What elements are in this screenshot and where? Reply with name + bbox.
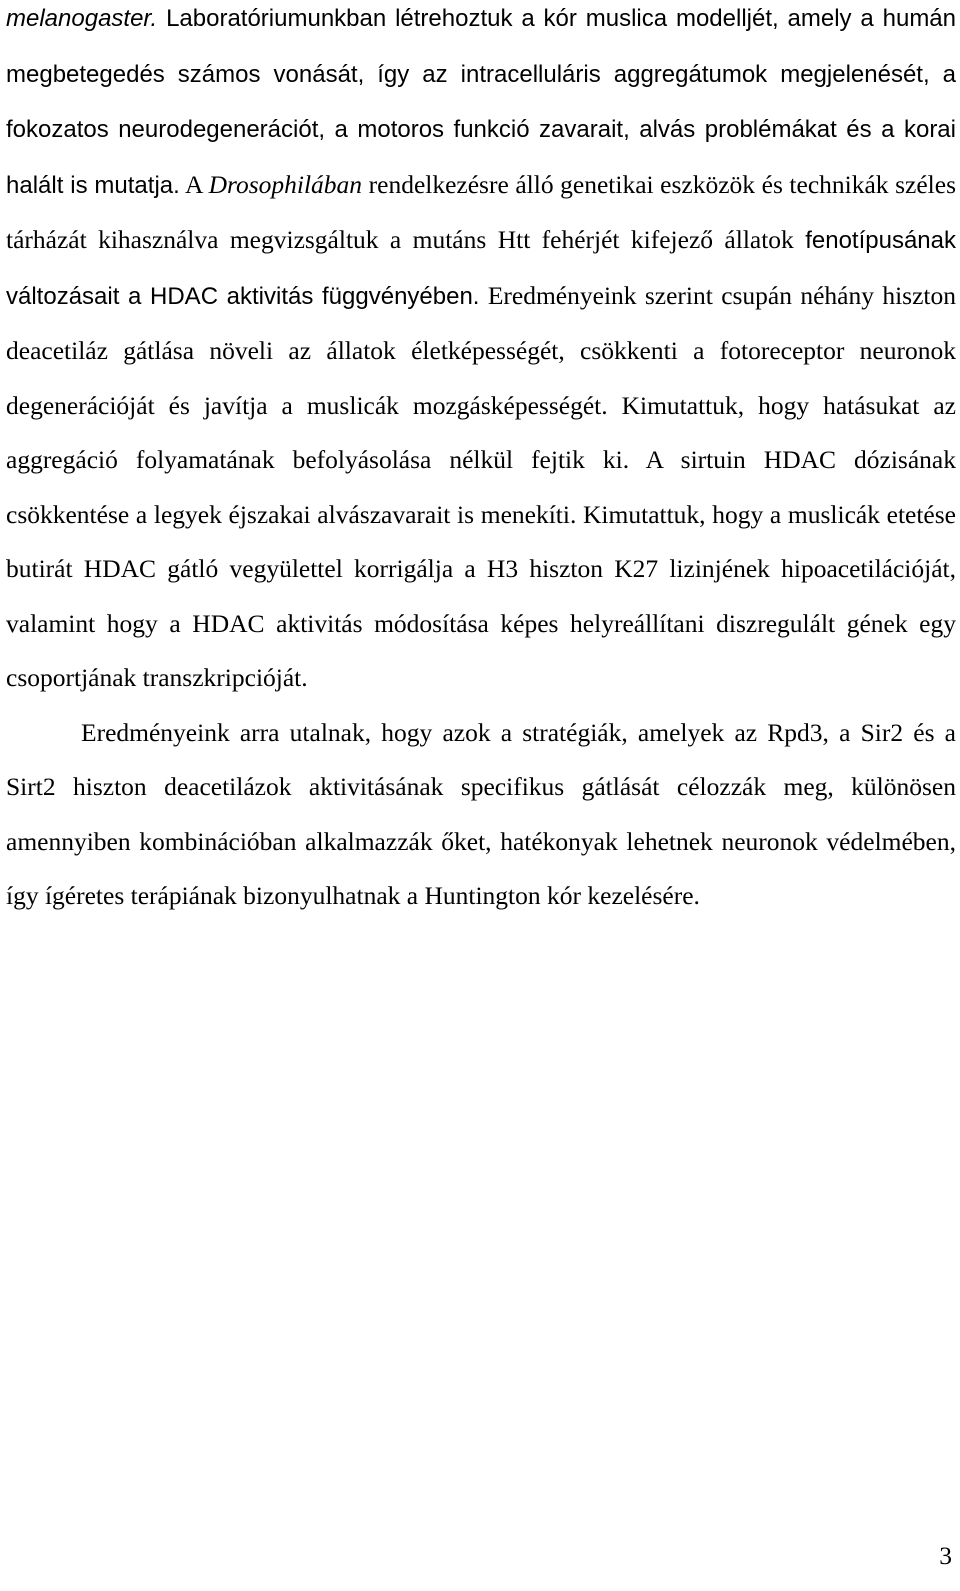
text-fragment: A xyxy=(179,169,209,199)
body-paragraph xyxy=(6,0,956,706)
species-name-fragment: melanogaster. xyxy=(6,5,158,32)
document-page xyxy=(6,0,956,924)
sentence-sans-block: Laboratóriumunkban létrehoztuk a kór muslica modelljét, amely a humán megbetegedés számos vonását, így az intracelluláris aggregátumok megjelenését, a fokozatos neurodegenerációt, a motoros funkció zavarait, alvás problémákat és a korai halált is mutatja. xyxy=(6,5,956,199)
sentence-sans-fragment: fenotípusának változásait a HDAC aktivitás függvényében. xyxy=(6,227,956,310)
results-text: Eredményeink szerint csupán néhány hiszton deacetiláz gátlása növeli az állatok életképességét, csökkenti a fotoreceptor neuronok degenerációját és javítja a muslicák mozgásképességét. Kimutattuk, hogy hatásukat az aggregáció folyamatának befolyásolása nélkül fejtik ki. A sirtuin HDAC dózisának csökkentése a legyek éjszakai alvászavarait is menekíti. Kimutattuk, hogy a muslicák etetése butirát HDAC gátló vegyülettel korrigálja a H3 hiszton K27 lizinjének hipoacetilációját, valamint hogy a HDAC aktivitás módosítása képes helyreállítani diszregulált gének egy csoportjának transzkripcióját. xyxy=(6,280,956,692)
sentence-fragment: rendelkezésre álló genetikai eszközök és technikák széles tárházát kihasználva megvizsgáltuk a mutáns Htt fehérjét kifejező állatok xyxy=(6,169,957,254)
conclusion-paragraph: Eredményeink arra utalnak, hogy azok a stratégiák, amelyek az Rpd3, a Sir2 és a Sirt2 hiszton deacetilázok aktivitásának specifikus gátlását célozzák meg, különösen amennyiben kombinációban alkalmazzák őket, hatékonyak lehetnek neuronok védelmében, így ígéretes terápiának bizonyulhatnak a Huntington kór kezelésére. xyxy=(6,717,956,910)
page-number: 3 xyxy=(939,1541,952,1570)
genus-name: Drosophilában xyxy=(208,169,363,199)
